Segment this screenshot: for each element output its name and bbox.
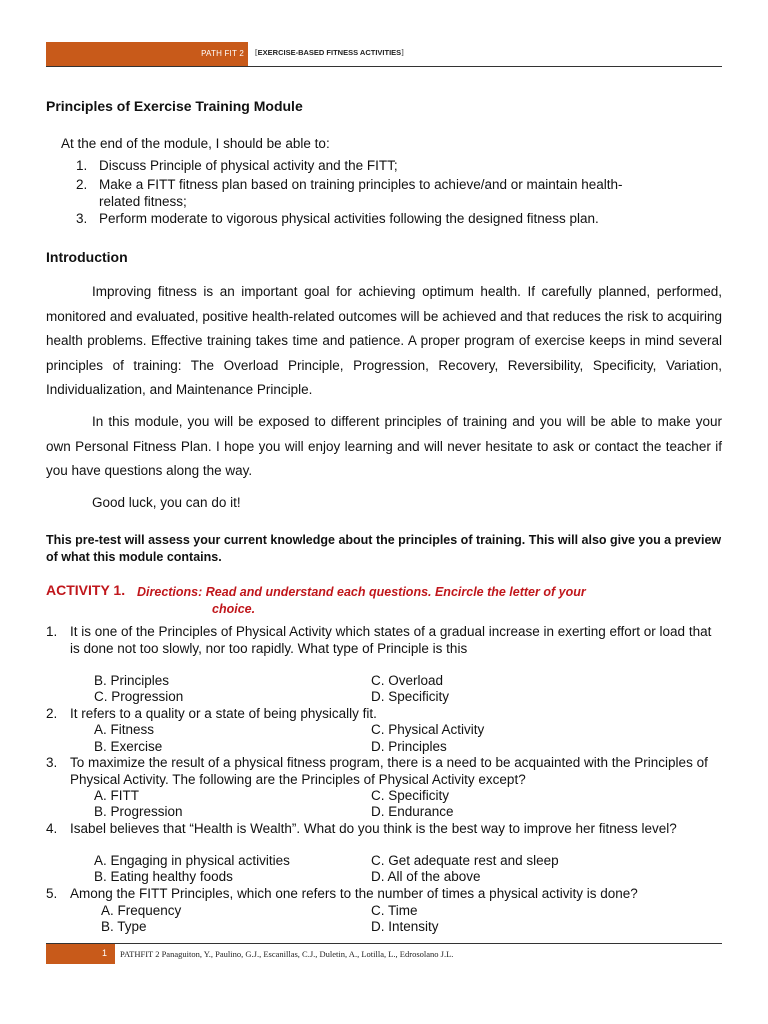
objective-text: Discuss Principle of physical activity and the FITT; [99, 158, 398, 173]
activity-title: ACTIVITY 1. [46, 582, 126, 598]
answer-option[interactable]: D. Specificity [371, 689, 450, 704]
objective-text: related fitness; [99, 194, 187, 209]
answer-option[interactable]: B. Principles [94, 673, 170, 688]
answer-option[interactable]: D. Intensity [371, 919, 439, 934]
answer-option[interactable]: C. Overload [371, 673, 444, 688]
module-title: Principles of Exercise Training Module [46, 98, 303, 114]
question-number: 2. [46, 706, 58, 721]
page-header [46, 42, 722, 67]
objectives-intro: At the end of the module, I should be able to: [61, 136, 330, 151]
answer-option[interactable]: A. Frequency [101, 903, 182, 918]
answer-option[interactable]: B. Eating healthy foods [94, 869, 233, 884]
intro-paragraph: In this module, you will be exposed to different principles of training and you will be able to make your own Personal Fitness Plan. I hope you will enjoy learning and will never hesitate to ask or contact the teacher if you have questions along the way. [46, 413, 722, 479]
introduction-body [46, 280, 722, 515]
answer-option[interactable]: A. Fitness [94, 722, 155, 737]
header-tab [46, 42, 248, 66]
answer-option[interactable]: C. Physical Activity [371, 722, 485, 737]
answer-option[interactable]: C. Time [371, 903, 418, 918]
question-text: It is one of the Principles of Physical Activity which states of a gradual increase in exerting effort or load that is done not too slowly, nor too rapidly. What type of Principle is this [70, 624, 712, 656]
question-text: Among the FITT Principles, which one refers to the number of times a physical activity is done? [70, 886, 638, 901]
objective-number: 1. [76, 158, 88, 173]
activity-heading [46, 582, 586, 616]
directions-line: Directions: Read and understand each questions. Encircle the letter of your [137, 585, 586, 599]
answer-option[interactable]: B. Progression [94, 804, 183, 819]
intro-paragraph: Improving fitness is an important goal for achieving optimum health. If carefully planned, performed, monitored and evaluated, positive health-related outcomes will be achieved and that reduces the risk to acquiring health problems. Effective training takes time and patience. A proper program of exercise keeps in mind several principles of training: The Overload Principle, Progression, Recovery, Reversibility, Specificity, Variation, Individualization, and Maintenance Principle. [46, 284, 722, 398]
answer-option[interactable]: C. Get adequate rest and sleep [371, 853, 559, 868]
answer-option[interactable]: B. Exercise [94, 739, 163, 754]
footer-authors: PATHFIT 2 Panaguiton, Y., Paulino, G.J., Escanillas, C.J., Duletin, A., Lotilla, L., Edrosolano J.L. [120, 949, 454, 959]
header-bracket-close: ] [401, 48, 404, 57]
answer-option[interactable]: C. Progression [94, 689, 184, 704]
header-bracket-open: [ [255, 48, 258, 57]
question-text: It refers to a quality or a state of being physically fit. [70, 706, 377, 721]
question-number: 5. [46, 886, 58, 901]
activity-directions [137, 584, 697, 618]
question-number: 4. [46, 821, 58, 836]
page-number: 1 [101, 948, 107, 958]
objective-number: 3. [76, 211, 88, 226]
answer-option[interactable]: C. Specificity [371, 788, 450, 803]
objective-text: Perform moderate to vigorous physical activities following the designed fitness plan. [99, 211, 599, 226]
objective-number: 2. [76, 177, 88, 192]
directions-line: choice. [212, 602, 256, 616]
answer-option[interactable]: B. Type [101, 919, 147, 934]
header-subtitle-text: EXERCISE-BASED FITNESS ACTIVITIES [257, 48, 402, 57]
footer-page-tab [46, 944, 115, 964]
header-subtitle [255, 48, 404, 57]
question-number: 1. [46, 624, 58, 639]
answer-option[interactable]: A. Engaging in physical activities [94, 853, 290, 868]
question-text: Isabel believes that “Health is Wealth”. What do you think is the best way to improve her fitness level? [70, 821, 677, 836]
introduction-heading: Introduction [46, 249, 128, 265]
page-footer [46, 943, 722, 964]
header-tab-label: PATH FIT 2 [201, 49, 244, 58]
answer-option[interactable]: D. Principles [371, 739, 447, 754]
question-text: To maximize the result of a physical fitness program, there is a need to be acquainted with the Principles of Physical Activity. The following are the Principles of Physical Activity except? [70, 755, 708, 787]
answer-option[interactable]: D. Endurance [371, 804, 454, 819]
answer-option[interactable]: D. All of the above [371, 869, 481, 884]
objective-text: Make a FITT fitness plan based on training principles to achieve/and or maintain health- [99, 177, 623, 192]
answer-option[interactable]: A. FITT [94, 788, 139, 803]
intro-paragraph: Good luck, you can do it! [92, 494, 241, 510]
question-number: 3. [46, 755, 58, 770]
pretest-note: This pre-test will assess your current knowledge about the principles of training. This will also give you a preview of what this module contains. [46, 533, 722, 564]
